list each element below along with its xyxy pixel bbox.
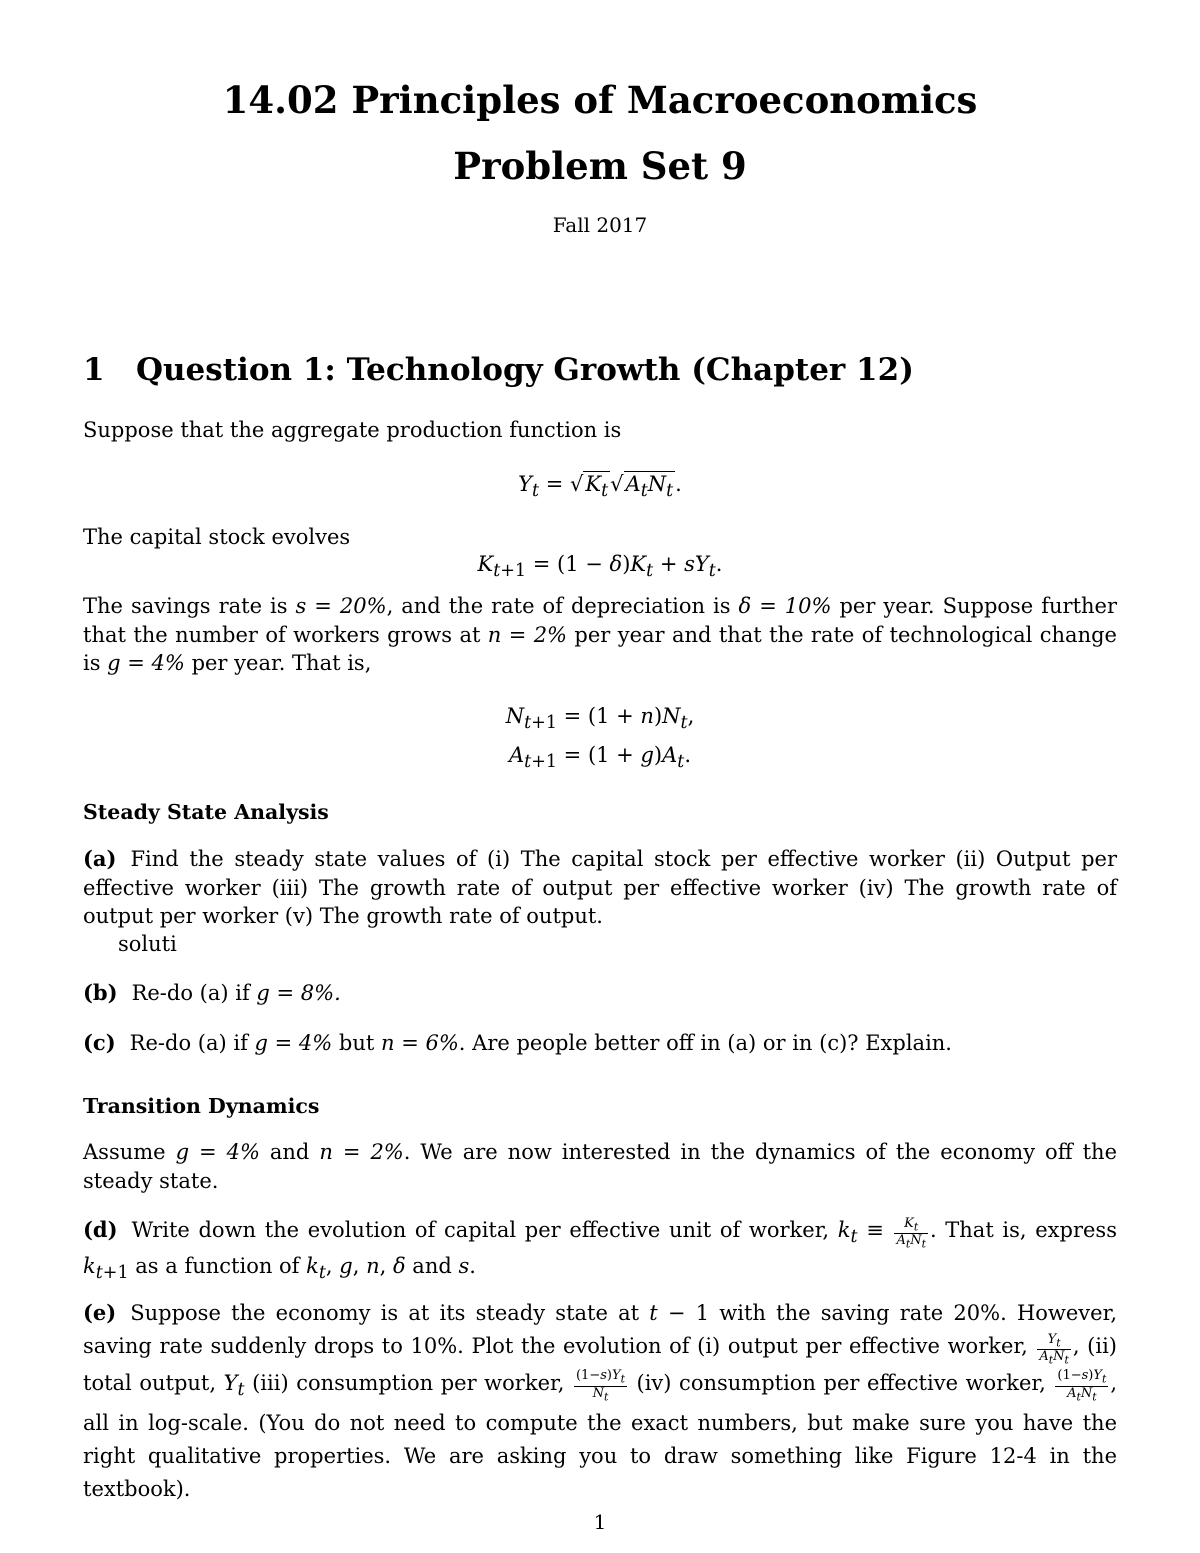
label-a: (a) — [83, 846, 117, 871]
output-per-effective-worker-fraction: $\frac{Y_t}{A_tN_t}$ — [1039, 1331, 1069, 1367]
text: but — [332, 1031, 381, 1055]
savings-rate-value: s = 20% — [295, 594, 387, 618]
label-e: (e) — [83, 1300, 117, 1325]
steady-state-heading: Steady State Analysis — [83, 800, 329, 824]
page-number: 1 — [593, 1510, 607, 1534]
text: Suppose the economy is at its steady state at — [130, 1301, 650, 1325]
question-c — [83, 1029, 1117, 1058]
capital-accumulation-equation: $K_{t+1} = (1 - \delta)K_t + sY_t$. — [477, 552, 723, 582]
label-c: (c) — [83, 1030, 116, 1055]
text: as a function of — [135, 1253, 307, 1278]
problem-set-title: Problem Set 9 — [453, 144, 747, 188]
transition-heading: Transition Dynamics — [83, 1094, 320, 1118]
tech-growth-equation: $A_{t+1} = (1 + g)A_t$. — [508, 743, 692, 773]
question-a-text: Find the steady state values of (i) The capital stock per effective worker (ii) Output per effective worker (iii) The growth rate of output per effective worker (iv) The growth rate of output per worker (v) The growth rate of output. — [83, 847, 1117, 928]
text: Re-do (a) if — [129, 1031, 255, 1055]
value: n = 6% — [381, 1031, 459, 1055]
text: Re-do (a) if — [131, 981, 257, 1005]
label-b: (b) — [83, 980, 118, 1005]
depreciation-value: δ = 10% — [738, 594, 832, 618]
question-d: (d) Write down the evolution of capital per effective unit of worker, $k_t$ ≡ $\frac{K_t}{A_tN_t}$ . That is, express $k_{t+1}$ as a function of $k_t$, g, n, δ and s. — [83, 1215, 1117, 1283]
value: g = 8%. — [256, 981, 341, 1005]
text: with the saving rate 20%. However, saving rate suddenly drops to 10%. Plot the evolution of (i) output per effective worker, — [83, 1301, 1117, 1358]
course-title: 14.02 Principles of Macroeconomics — [222, 78, 978, 122]
section-title: Question 1: Technology Growth (Chapter 12) — [136, 352, 914, 388]
text: , all in log-scale. (You do not need to compute the exact numbers, but make sure you have the right qualitative properties. We are asking you to draw something like Figure 12-4 in the textbook). — [83, 1370, 1118, 1501]
question-b — [83, 979, 1117, 1008]
solution-note: soluti — [118, 932, 177, 956]
growth-equations — [0, 700, 1200, 778]
value: g = 4% — [175, 1140, 260, 1164]
production-function-equation: $Y_t = √K_t√A_tN_t$. — [518, 472, 682, 502]
section-number: 1 — [83, 352, 105, 388]
k-fraction: $\frac{K_t}{A_tN_t}$ — [896, 1215, 926, 1251]
text: . We are now interested in the dynamics of the economy off the steady state. — [83, 1140, 1117, 1193]
text: and — [259, 1140, 320, 1164]
tech-growth-value: g = 4% — [107, 651, 185, 675]
consumption-per-effective-worker-fraction: $\frac{(1-s)Y_t}{A_tN_t}$ — [1057, 1368, 1107, 1404]
text: Assume — [83, 1140, 176, 1164]
text: . That is, express — [929, 1218, 1117, 1242]
text: (iii) consumption per worker, — [244, 1370, 572, 1395]
text: (iv) consumption per effective worker, — [628, 1370, 1054, 1395]
capital-intro: The capital stock evolves — [83, 525, 351, 549]
question-a — [83, 845, 1117, 931]
term: Fall 2017 — [552, 213, 648, 237]
section-heading — [83, 352, 914, 388]
parameters-paragraph — [83, 592, 1117, 678]
population-growth-value: n = 2% — [487, 622, 568, 647]
text: Write down the evolution of capital per effective unit of worker, — [131, 1218, 838, 1242]
labor-growth-equation: $N_{t+1} = (1 + n)N_t$, — [505, 704, 695, 734]
text: , (ii) total output, — [83, 1334, 1117, 1395]
intro-text: Suppose that the aggregate production function is — [83, 418, 622, 442]
text: per year and that the rate of technological change is — [83, 622, 1117, 675]
text: per year. That is, — [184, 651, 372, 675]
transition-intro — [83, 1138, 1117, 1195]
label-d: (d) — [83, 1217, 118, 1242]
consumption-per-worker-fraction: $\frac{(1-s)Y_t}{N_t}$ — [575, 1368, 625, 1404]
question-e: (e) Suppose the economy is at its steady state at t − 1 with the saving rate 20%. However, saving rate suddenly drops to 10%. Plot the evolution of (i) output per effective worker, $\frac{Y_t}{A_tN_t}$ , (ii) total output, $Y_t$ (iii) consumption per worker, $\frac{(1-s)Y_t}{N_t}$ (iv) consumption per effective worker, $\frac{(1-s)Y_t}{A_tN_t}$ , all in log-scale. (You do not need to compute the exact numbers, but make sure you have the right qualitative properties. We are asking you to draw something like Figure 12-4 in the textbook). — [83, 1300, 1118, 1501]
text: per year. Suppose further that the number of workers grows at — [83, 594, 1118, 647]
text: The savings rate is — [83, 594, 296, 618]
value: g = 4% — [254, 1031, 333, 1055]
text: and — [405, 1253, 459, 1278]
value: n = 2% — [319, 1140, 404, 1164]
text: . Are people better off in (a) or in (c)? Explain. — [458, 1031, 952, 1055]
text: , and the rate of depreciation is — [386, 594, 739, 618]
